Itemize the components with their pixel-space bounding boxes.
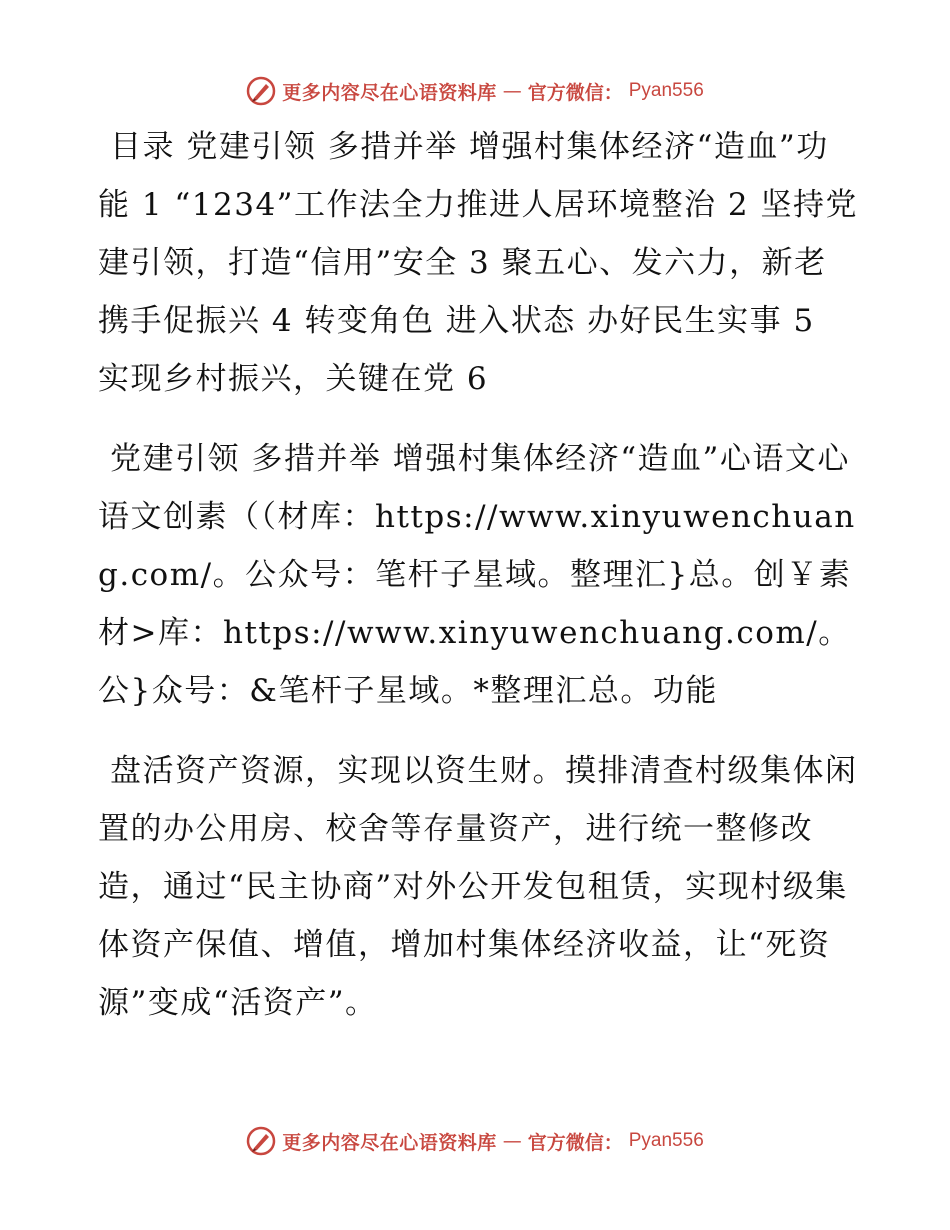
watermark-wechat-id: Pyan556 (628, 1130, 704, 1151)
watermark-group (246, 76, 704, 106)
watermark-official-label: 官方微信： (527, 1131, 623, 1154)
paragraph-text: 盘活资产资源，实现以资生财。摸排清查村级集体闲置的办公用房、校舍等存量资产，进行统一整修改造，通过“民主协商”对外公开发包租赁，实现村级集体资产保值、增值，增加村集体经济收益，让“死资源”变成“活资产”。 (98, 753, 858, 1021)
document-body (98, 118, 858, 1054)
paragraph-body (98, 742, 858, 1032)
watermark-text: 更多内容尽在心语资料库 (282, 1131, 497, 1154)
watermark-wechat-id: Pyan556 (628, 80, 704, 101)
watermark-dash: — (502, 80, 522, 102)
watermark-group (246, 1126, 704, 1156)
pen-logo-icon (246, 76, 276, 106)
watermark-official-label: 官方微信： (527, 81, 623, 104)
header-watermark (0, 74, 950, 108)
pen-logo-icon (246, 1126, 276, 1156)
paragraph-text: 目录 党建引领 多措并举 增强村集体经济“造血”功能 1 “1234”工作法全力推进人居环境整治 2 坚持党建引领，打造“信用”安全 3 聚五心、发六力，新老携手促振兴 4 转变角色 进入状态 办好民生实事 5 实现乡村振兴，关键在党 6 (98, 129, 858, 397)
watermark-dash: — (502, 1130, 522, 1152)
paragraph-table-of-contents (98, 118, 858, 408)
paragraph-section-title (98, 430, 858, 720)
footer-watermark (0, 1124, 950, 1158)
paragraph-text: 党建引领 多措并举 增强村集体经济“造血”心语文心语文创素（（材库：https://www.xinyuwenchuang.com/。公众号：笔杆子星域。整理汇}总。创￥素材>库：https://www.xinyuwenchuang.com/。公}众号：&笔杆子星域。*整理汇总。功能 (98, 441, 856, 709)
watermark-text: 更多内容尽在心语资料库 (282, 81, 497, 104)
